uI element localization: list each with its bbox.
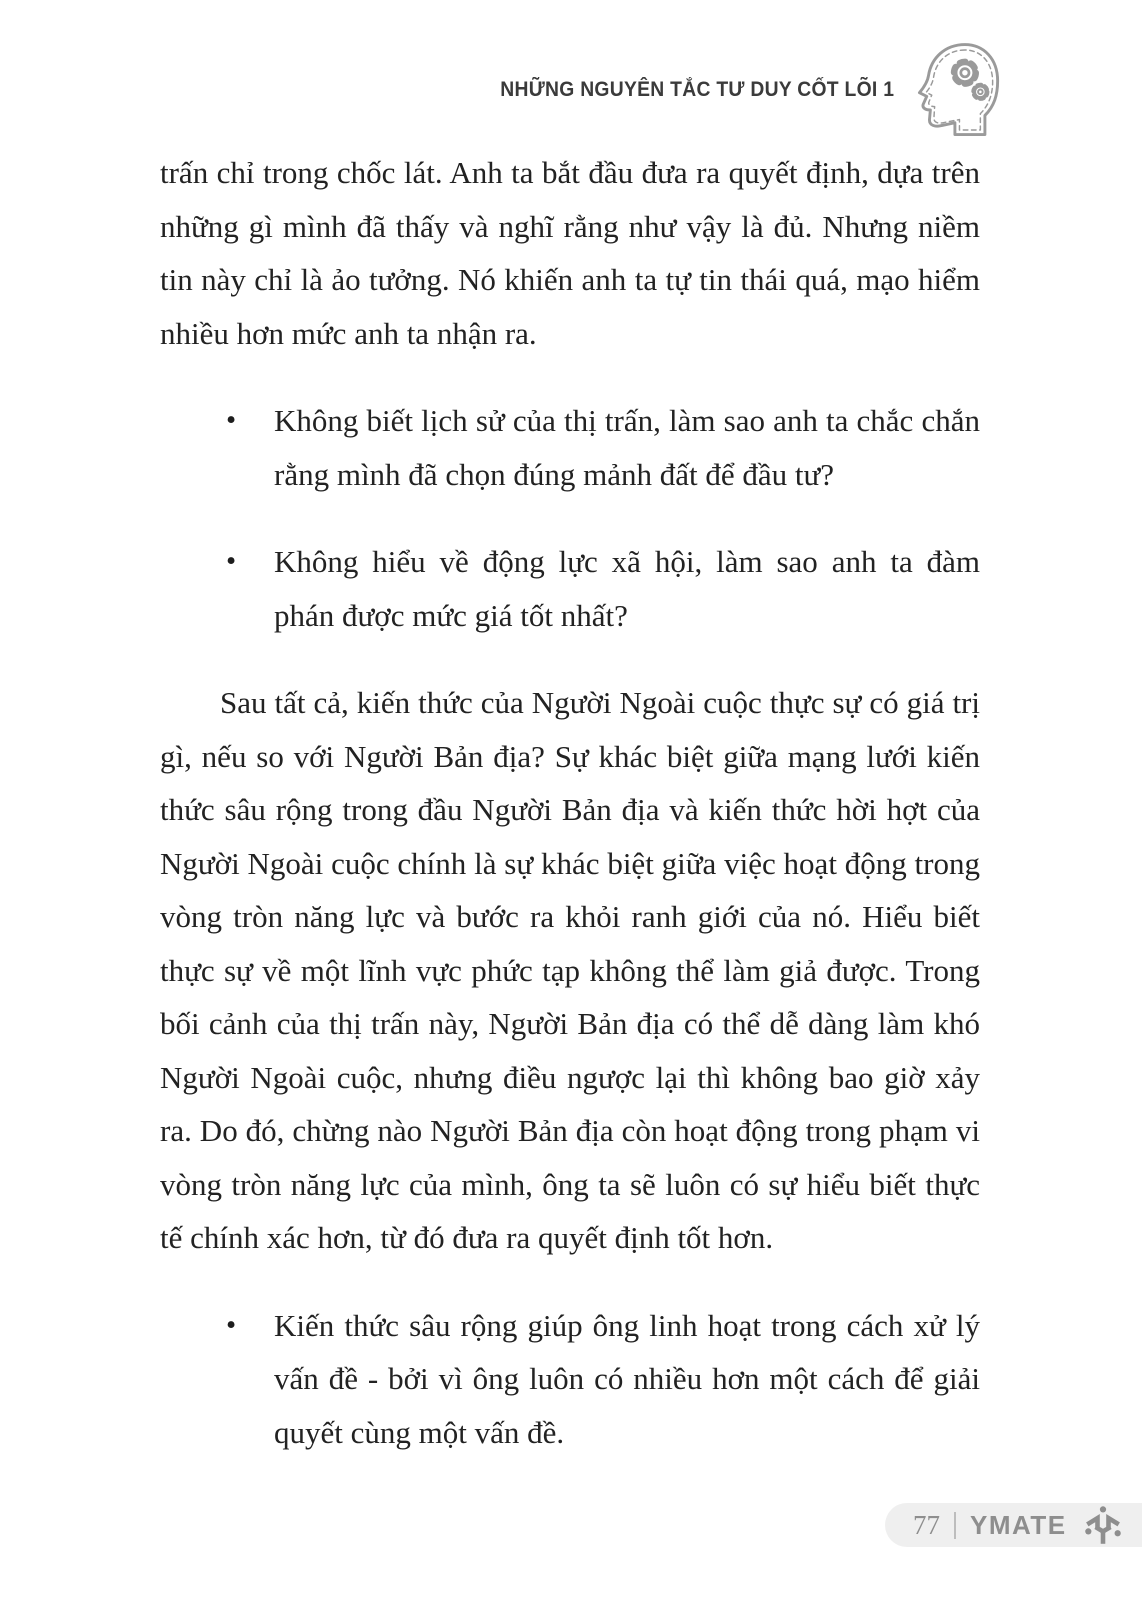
bullet-text: Không hiểu về động lực xã hội, làm sao anh ta đàm phán được mức giá tốt nhất?: [274, 544, 980, 633]
bullet-dot: •: [226, 545, 237, 577]
page-header: [0, 40, 1000, 140]
paragraph: trấn chỉ trong chốc lát. Anh ta bắt đầu đưa ra quyết định, dựa trên những gì mình đã thấy và nghĩ rằng như vậy là đủ. Nhưng niềm tin này chỉ là ảo tưởng. Nó khiến anh ta tự tin thái quá, mạo hiểm nhiều hơn mức anh ta nhận ra.: [160, 155, 980, 351]
ymate-logo-icon: [1081, 1503, 1125, 1547]
head-with-gears-icon: [908, 40, 1000, 140]
bullet-text: Kiến thức sâu rộng giúp ông linh hoạt trong cách xử lý vấn đề - bởi vì ông luôn có nhiều hơn một cách để giải quyết cùng một vấn đề.: [274, 1307, 980, 1450]
bullet-dot: •: [226, 404, 237, 436]
bullet-item: [160, 535, 980, 642]
footer-divider: [954, 1512, 956, 1539]
gear-small-icon: [974, 85, 988, 99]
paragraph: Sau tất cả, kiến thức của Người Ngoài cuộc thực sự có giá trị gì, nếu so với Người Bản địa? Sự khác biệt giữa mạng lưới kiến thức sâu rộng trong đầu Người Bản địa và kiến thức hời hợt của Người Ngoài cuộc chính là sự khác biệt giữa việc hoạt động trong vòng tròn năng lực và bước ra khỏi ranh giới của nó. Hiểu biết thực sự về một lĩnh vực phức tạp không thể làm giả được. Trong bối cảnh của thị trấn này, Người Bản địa có thể dễ dàng làm khó Người Ngoài cuộc, nhưng điều ngược lại thì không bao giờ xảy ra. Do đó, chừng nào Người Bản địa còn hoạt động trong phạm vi vòng tròn năng lực của mình, ông ta sẽ luôn có sự hiểu biết thực tế chính xác hơn, từ đó đưa ra quyết định tốt hơn.: [160, 685, 980, 1255]
gear-large-icon: [954, 62, 976, 84]
page-body: [160, 146, 980, 1459]
bullet-dot: •: [226, 1308, 237, 1341]
bullet-text: Không biết lịch sử của thị trấn, làm sao anh ta chắc chắn rằng mình đã chọn đúng mảnh đất để đầu tư?: [274, 403, 980, 492]
publisher-name: YMATE: [970, 1509, 1067, 1540]
footer-page-badge: [885, 1503, 1142, 1547]
page-number: 77: [913, 1509, 940, 1540]
bullet-item: [160, 394, 980, 501]
chapter-title: NHỮNG NGUYÊN TẮC TƯ DUY CỐT LÕI 1: [500, 78, 894, 101]
bullet-item: [160, 1299, 980, 1460]
